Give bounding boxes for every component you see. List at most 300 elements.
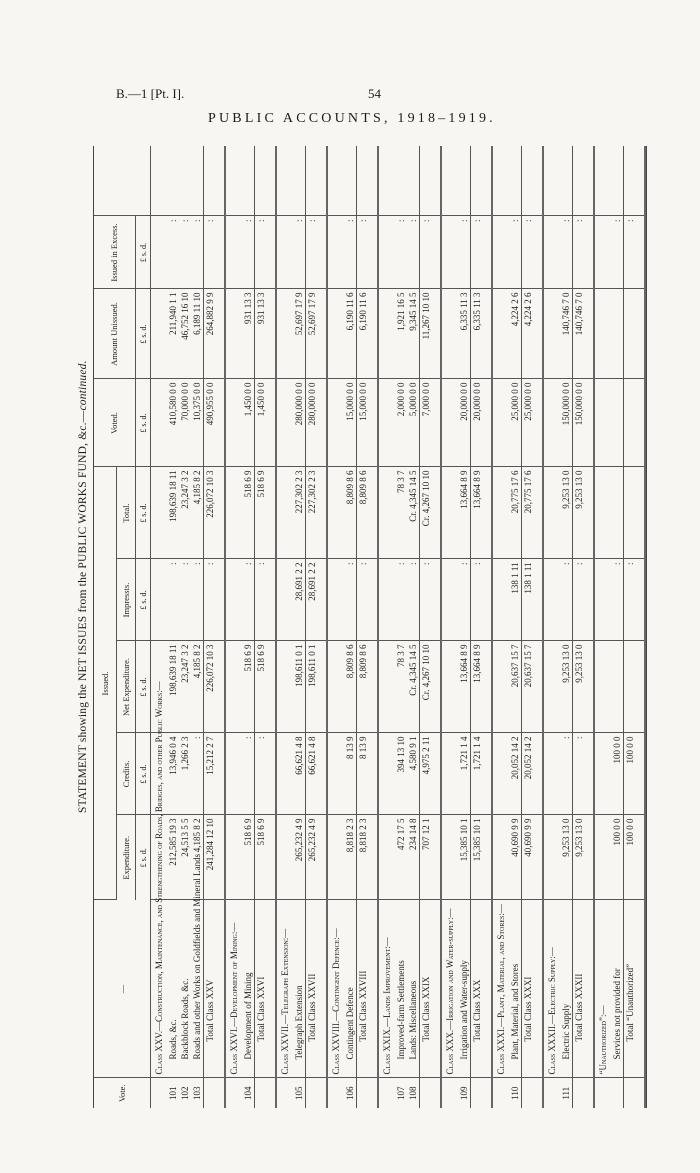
separator-cell bbox=[534, 146, 543, 216]
empty-cell bbox=[594, 559, 611, 641]
separator-cell bbox=[267, 379, 276, 467]
cell-net: 9,253 13 0 bbox=[573, 641, 586, 733]
col-description: — bbox=[94, 900, 151, 1078]
cell-exc: : bbox=[420, 216, 433, 289]
cell-imp: 28,691 2 2 bbox=[293, 559, 306, 641]
class-heading-row bbox=[151, 146, 168, 1108]
empty-cell bbox=[225, 379, 242, 467]
empty-cell bbox=[225, 641, 242, 733]
vote-number bbox=[378, 1078, 395, 1108]
empty-cell bbox=[594, 467, 611, 559]
class-total-row bbox=[357, 146, 370, 1108]
cell-voted: 5,000 0 0 bbox=[407, 379, 420, 467]
cell-imp: 138 1 11 bbox=[522, 559, 535, 641]
cell-exp: 265,232 4 9 bbox=[306, 815, 319, 900]
cell-exc: : bbox=[471, 216, 484, 289]
row-description: Roads, &c. bbox=[167, 900, 179, 1078]
vote-number bbox=[327, 1078, 344, 1108]
cell-imp: : bbox=[204, 559, 217, 641]
class-total-row bbox=[471, 146, 484, 1108]
separator-cell bbox=[483, 379, 492, 467]
table-frame bbox=[93, 146, 647, 1108]
empty-cell bbox=[378, 815, 395, 900]
empty-cell bbox=[151, 289, 168, 379]
net-issues-table bbox=[94, 146, 646, 1108]
empty-cell bbox=[594, 733, 611, 815]
cell-cr: 1,266 2 3 bbox=[179, 733, 191, 815]
separator-cell bbox=[432, 146, 441, 216]
public-works-table-rotated bbox=[93, 146, 683, 1108]
empty-cell bbox=[611, 146, 624, 216]
empty-cell bbox=[543, 641, 560, 733]
empty-cell bbox=[594, 379, 611, 467]
separator-cell bbox=[636, 900, 645, 1078]
cell-voted: 150,000 0 0 bbox=[560, 379, 573, 467]
separator-cell bbox=[267, 641, 276, 733]
vote-number: 104 bbox=[243, 1086, 253, 1100]
class-separator bbox=[318, 146, 327, 1108]
class-separator bbox=[636, 146, 645, 1108]
cell-voted: 15,000 0 0 bbox=[344, 379, 357, 467]
cell-cr: 4,580 9 1 bbox=[407, 733, 420, 815]
empty-cell bbox=[378, 467, 395, 559]
separator-cell bbox=[636, 379, 645, 467]
vote-row bbox=[167, 146, 179, 1108]
row-description: Class XXVIII.—Contingent Defence:— bbox=[327, 900, 344, 1078]
separator-cell bbox=[216, 216, 225, 289]
cell-voted: 25,000 0 0 bbox=[522, 379, 535, 467]
row-description: Contingent Defence bbox=[344, 900, 357, 1078]
cell-unis: 6,190 11 6 bbox=[344, 289, 357, 379]
cell-exc: : bbox=[395, 216, 407, 289]
row-description: Total Class XXV bbox=[204, 900, 217, 1078]
vote-row bbox=[344, 146, 357, 1108]
vote-number: 107 bbox=[396, 1086, 406, 1100]
cell-imp: : bbox=[573, 559, 586, 641]
vote-number bbox=[306, 1078, 319, 1108]
empty-cell bbox=[543, 815, 560, 900]
cell-exp: 24,513 5 5 bbox=[179, 815, 191, 900]
empty-cell bbox=[378, 379, 395, 467]
separator-cell bbox=[369, 467, 378, 559]
cell-tot bbox=[624, 467, 637, 559]
class-separator bbox=[534, 146, 543, 1108]
empty-cell bbox=[594, 815, 611, 900]
vote-number bbox=[624, 1078, 637, 1108]
col-expenditure: Expenditure. bbox=[117, 815, 136, 900]
separator-cell bbox=[432, 379, 441, 467]
empty-cell bbox=[151, 216, 168, 289]
empty-cell bbox=[441, 641, 458, 733]
separator-cell bbox=[369, 733, 378, 815]
separator-cell bbox=[534, 900, 543, 1078]
separator-cell bbox=[636, 467, 645, 559]
units-label: £ s. d. bbox=[136, 641, 151, 733]
separator-cell bbox=[369, 900, 378, 1078]
cell-unis: 6,190 11 6 bbox=[357, 289, 370, 379]
vote-number bbox=[573, 1078, 586, 1108]
empty-cell bbox=[378, 559, 395, 641]
vote-number: 102 bbox=[180, 1086, 190, 1100]
cell-tot: 4,185 8 2 bbox=[191, 467, 204, 559]
empty-cell bbox=[255, 146, 268, 216]
row-description: Total Class XXIX bbox=[420, 900, 433, 1078]
cell-tot: 13,664 8 9 bbox=[458, 467, 471, 559]
separator-cell bbox=[585, 216, 594, 289]
cell-cr: 20,052 14 2 bbox=[509, 733, 522, 815]
units-label: £ s. d. bbox=[136, 467, 151, 559]
separator-cell bbox=[216, 900, 225, 1078]
col-spare bbox=[94, 146, 151, 216]
empty-cell bbox=[441, 289, 458, 379]
vote-number bbox=[543, 1078, 560, 1108]
cell-cr: 394 13 10 bbox=[395, 733, 407, 815]
separator-cell bbox=[432, 641, 441, 733]
separator-cell bbox=[318, 1078, 327, 1108]
cell-unis: 11,267 10 10 bbox=[420, 289, 433, 379]
separator-cell bbox=[432, 900, 441, 1078]
cell-net: 8,809 8 6 bbox=[344, 641, 357, 733]
cell-exp: 241,284 12 10 bbox=[204, 815, 217, 900]
cell-exc: : bbox=[167, 216, 179, 289]
separator-cell bbox=[585, 559, 594, 641]
separator-cell bbox=[267, 900, 276, 1078]
cell-exc: : bbox=[458, 216, 471, 289]
separator-cell bbox=[636, 815, 645, 900]
row-description: Total Class XXX bbox=[471, 900, 484, 1078]
cell-tot: 226,072 10 3 bbox=[204, 467, 217, 559]
empty-cell bbox=[441, 815, 458, 900]
cell-cr: 4,975 2 11 bbox=[420, 733, 433, 815]
empty-cell bbox=[594, 289, 611, 379]
separator-cell bbox=[534, 467, 543, 559]
empty-cell bbox=[441, 379, 458, 467]
separator-cell bbox=[483, 733, 492, 815]
row-description: Class XXVII.—Telegraph Extension:— bbox=[276, 900, 293, 1078]
separator-cell bbox=[318, 467, 327, 559]
cell-exc: : bbox=[573, 216, 586, 289]
cell-exc: : bbox=[522, 216, 535, 289]
empty-cell bbox=[492, 216, 509, 289]
empty-cell bbox=[276, 815, 293, 900]
cell-imp: 138 1 11 bbox=[509, 559, 522, 641]
cell-imp: : bbox=[458, 559, 471, 641]
class-separator bbox=[369, 146, 378, 1108]
cell-unis: 4,224 2 6 bbox=[509, 289, 522, 379]
empty-cell bbox=[492, 467, 509, 559]
empty-cell bbox=[242, 146, 255, 216]
row-description: Class XXX.—Irrigation and Water-supply:— bbox=[441, 900, 458, 1078]
vote-number bbox=[357, 1078, 370, 1108]
cell-exp: 15,385 10 1 bbox=[458, 815, 471, 900]
separator-cell bbox=[267, 467, 276, 559]
empty-cell bbox=[573, 146, 586, 216]
units-label: £ s. d. bbox=[136, 733, 151, 815]
empty-cell bbox=[276, 733, 293, 815]
cell-net: 78 3 7 bbox=[395, 641, 407, 733]
empty-cell bbox=[276, 379, 293, 467]
cell-exp: 8,818 2 3 bbox=[344, 815, 357, 900]
row-description: Class XXXII.—Electric Supply:— bbox=[543, 900, 560, 1078]
cell-exp: 15,385 10 1 bbox=[471, 815, 484, 900]
class-heading-row bbox=[378, 146, 395, 1108]
cell-tot: 9,253 13 0 bbox=[573, 467, 586, 559]
cell-unis: 140,746 7 0 bbox=[560, 289, 573, 379]
cell-cr: 20,052 14 2 bbox=[522, 733, 535, 815]
separator-cell bbox=[267, 216, 276, 289]
class-separator bbox=[267, 146, 276, 1108]
class-total-row bbox=[624, 146, 637, 1108]
separator-cell bbox=[534, 1078, 543, 1108]
class-separator bbox=[483, 146, 492, 1108]
class-separator bbox=[432, 146, 441, 1108]
empty-cell bbox=[204, 146, 217, 216]
cell-tot: 23,247 3 2 bbox=[179, 467, 191, 559]
empty-cell bbox=[441, 467, 458, 559]
separator-cell bbox=[216, 559, 225, 641]
cell-net bbox=[611, 641, 624, 733]
separator-cell bbox=[318, 146, 327, 216]
separator-cell bbox=[483, 467, 492, 559]
separator-cell bbox=[267, 146, 276, 216]
separator-cell bbox=[432, 815, 441, 900]
separator-cell bbox=[432, 289, 441, 379]
cell-imp: : bbox=[471, 559, 484, 641]
vote-number bbox=[420, 1078, 433, 1108]
empty-cell bbox=[276, 559, 293, 641]
separator-cell bbox=[636, 146, 645, 216]
col-credits: Credits. bbox=[117, 733, 136, 815]
cell-voted: 15,000 0 0 bbox=[357, 379, 370, 467]
cell-net: 23,247 3 2 bbox=[179, 641, 191, 733]
cell-exp: 8,818 2 3 bbox=[357, 815, 370, 900]
empty-cell bbox=[191, 146, 204, 216]
cell-exp: 100 0 0 bbox=[611, 815, 624, 900]
col-total: Total. bbox=[117, 467, 136, 559]
separator-cell bbox=[636, 559, 645, 641]
vote-row bbox=[293, 146, 306, 1108]
empty-cell bbox=[378, 641, 395, 733]
cell-exp: 100 0 0 bbox=[624, 815, 637, 900]
separator-cell bbox=[318, 815, 327, 900]
separator-cell bbox=[636, 216, 645, 289]
separator-cell bbox=[636, 289, 645, 379]
cell-net bbox=[624, 641, 637, 733]
separator-cell bbox=[534, 641, 543, 733]
cell-tot: 9,253 13 0 bbox=[560, 467, 573, 559]
cell-net: 518 6 9 bbox=[255, 641, 268, 733]
cell-imp: : bbox=[420, 559, 433, 641]
cell-exc: : bbox=[344, 216, 357, 289]
empty-cell bbox=[151, 146, 168, 216]
cell-unis: 931 13 3 bbox=[255, 289, 268, 379]
empty-cell bbox=[327, 289, 344, 379]
cell-exc: : bbox=[407, 216, 420, 289]
empty-cell bbox=[492, 733, 509, 815]
empty-cell bbox=[594, 641, 611, 733]
empty-cell bbox=[441, 559, 458, 641]
separator-cell bbox=[483, 900, 492, 1078]
row-description: Total “Unauthorized” bbox=[624, 900, 637, 1078]
empty-cell bbox=[327, 146, 344, 216]
cell-exc: : bbox=[293, 216, 306, 289]
empty-cell bbox=[327, 641, 344, 733]
separator-cell bbox=[216, 289, 225, 379]
separator-cell bbox=[318, 559, 327, 641]
cell-net: 226,072 10 3 bbox=[204, 641, 217, 733]
separator-cell bbox=[534, 216, 543, 289]
cell-cr: 66,621 4 8 bbox=[293, 733, 306, 815]
cell-voted: 1,450 0 0 bbox=[242, 379, 255, 467]
cell-voted: 490,955 0 0 bbox=[204, 379, 217, 467]
vote-row bbox=[611, 146, 624, 1108]
cell-net: 4,185 8 2 bbox=[191, 641, 204, 733]
vote-row bbox=[179, 146, 191, 1108]
empty-cell bbox=[276, 146, 293, 216]
vote-number: 103 bbox=[192, 1086, 202, 1100]
vote-number: 108 bbox=[408, 1086, 418, 1100]
cell-voted: 70,000 0 0 bbox=[179, 379, 191, 467]
separator-cell bbox=[432, 559, 441, 641]
cell-exp: 9,253 13 0 bbox=[573, 815, 586, 900]
cell-tot: 20,775 17 6 bbox=[509, 467, 522, 559]
empty-cell bbox=[509, 146, 522, 216]
separator-cell bbox=[216, 467, 225, 559]
row-description: Class XXVI.—Development of Mining:— bbox=[225, 900, 242, 1078]
cell-exp: 40,690 9 9 bbox=[522, 815, 535, 900]
empty-cell bbox=[179, 146, 191, 216]
cell-exc: : bbox=[611, 216, 624, 289]
separator-cell bbox=[267, 733, 276, 815]
empty-cell bbox=[378, 289, 395, 379]
row-description: Development of Mining bbox=[242, 900, 255, 1078]
row-description: Plant, Material, and Stores bbox=[509, 900, 522, 1078]
cell-cr: 8 13 9 bbox=[357, 733, 370, 815]
separator-cell bbox=[369, 1078, 378, 1108]
cell-voted: 7,000 0 0 bbox=[420, 379, 433, 467]
vote-row bbox=[509, 146, 522, 1108]
separator-cell bbox=[585, 900, 594, 1078]
statement-heading-text: STATEMENT showing the NET ISSUES from the PUBLIC WORKS FUND, &c.— bbox=[77, 410, 89, 813]
empty-cell bbox=[327, 467, 344, 559]
cell-imp: : bbox=[395, 559, 407, 641]
cell-unis: 931 13 3 bbox=[242, 289, 255, 379]
cell-cr: : bbox=[255, 733, 268, 815]
col-voted: Voted. bbox=[94, 379, 136, 467]
page-number: 54 bbox=[368, 86, 381, 101]
cell-net: 518 6 9 bbox=[242, 641, 255, 733]
separator-cell bbox=[432, 467, 441, 559]
separator-cell bbox=[534, 379, 543, 467]
cell-unis: 9,345 14 5 bbox=[407, 289, 420, 379]
cell-tot: 227,302 2 3 bbox=[293, 467, 306, 559]
separator-cell bbox=[534, 289, 543, 379]
empty-cell bbox=[543, 216, 560, 289]
empty-cell bbox=[344, 146, 357, 216]
separator-cell bbox=[534, 559, 543, 641]
vote-row bbox=[458, 146, 471, 1108]
vote-number bbox=[611, 1078, 624, 1108]
empty-cell bbox=[492, 289, 509, 379]
separator-cell bbox=[432, 1078, 441, 1108]
units-label: £ s. d. bbox=[136, 379, 151, 467]
separator-cell bbox=[585, 641, 594, 733]
empty-cell bbox=[492, 641, 509, 733]
table-body bbox=[151, 146, 646, 1108]
separator-cell bbox=[636, 733, 645, 815]
vote-number bbox=[471, 1078, 484, 1108]
cell-exp: 234 14 8 bbox=[407, 815, 420, 900]
empty-cell bbox=[276, 467, 293, 559]
empty-cell bbox=[327, 216, 344, 289]
vote-number: 111 bbox=[561, 1086, 571, 1100]
cell-tot: 8,809 8 6 bbox=[344, 467, 357, 559]
row-description: Backblock Roads, &c. bbox=[179, 900, 191, 1078]
cell-imp: : bbox=[167, 559, 179, 641]
cell-voted: 10,375 0 0 bbox=[191, 379, 204, 467]
cell-tot: 8,809 8 6 bbox=[357, 467, 370, 559]
separator-cell bbox=[267, 559, 276, 641]
cell-imp: : bbox=[179, 559, 191, 641]
separator-cell bbox=[483, 216, 492, 289]
cell-voted: 2,000 0 0 bbox=[395, 379, 407, 467]
separator-cell bbox=[369, 216, 378, 289]
cell-imp: : bbox=[357, 559, 370, 641]
separator-cell bbox=[432, 733, 441, 815]
cell-exc: : bbox=[242, 216, 255, 289]
separator-cell bbox=[483, 1078, 492, 1108]
empty-cell bbox=[543, 467, 560, 559]
empty-cell bbox=[225, 815, 242, 900]
cell-net: 198,639 18 11 bbox=[167, 641, 179, 733]
separator-cell bbox=[318, 289, 327, 379]
cell-cr: 1,721 1 4 bbox=[458, 733, 471, 815]
separator-cell bbox=[216, 733, 225, 815]
empty-cell bbox=[276, 289, 293, 379]
cell-exc: : bbox=[255, 216, 268, 289]
cell-tot: 198,639 18 11 bbox=[167, 467, 179, 559]
cell-exp: 265,232 4 9 bbox=[293, 815, 306, 900]
separator-cell bbox=[636, 641, 645, 733]
empty-cell bbox=[594, 146, 611, 216]
separator-cell bbox=[318, 379, 327, 467]
separator-cell bbox=[585, 289, 594, 379]
cell-tot: 518 6 9 bbox=[242, 467, 255, 559]
empty-cell bbox=[441, 216, 458, 289]
class-total-row bbox=[306, 146, 319, 1108]
cell-net: 8,809 8 6 bbox=[357, 641, 370, 733]
cell-exp: 518 6 9 bbox=[242, 815, 255, 900]
cell-cr: 66,621 4 8 bbox=[306, 733, 319, 815]
document-code: B.—1 [Pt. I]. bbox=[116, 86, 185, 101]
page-title: PUBLIC ACCOUNTS, 1918–1919. bbox=[208, 111, 496, 126]
cell-exc: : bbox=[560, 216, 573, 289]
vote-number bbox=[492, 1078, 509, 1108]
cell-imp: : bbox=[560, 559, 573, 641]
empty-cell bbox=[492, 815, 509, 900]
cell-exc: : bbox=[179, 216, 191, 289]
vote-number: 101 bbox=[168, 1086, 178, 1100]
vote-row bbox=[191, 146, 204, 1108]
separator-cell bbox=[636, 1078, 645, 1108]
cell-cr: : bbox=[242, 733, 255, 815]
col-vote: Vote. bbox=[94, 1078, 151, 1108]
cell-unis bbox=[624, 289, 637, 379]
empty-cell bbox=[441, 733, 458, 815]
units-label: £ s. d. bbox=[136, 559, 151, 641]
cell-tot: 227,302 2 3 bbox=[306, 467, 319, 559]
separator-cell bbox=[369, 146, 378, 216]
